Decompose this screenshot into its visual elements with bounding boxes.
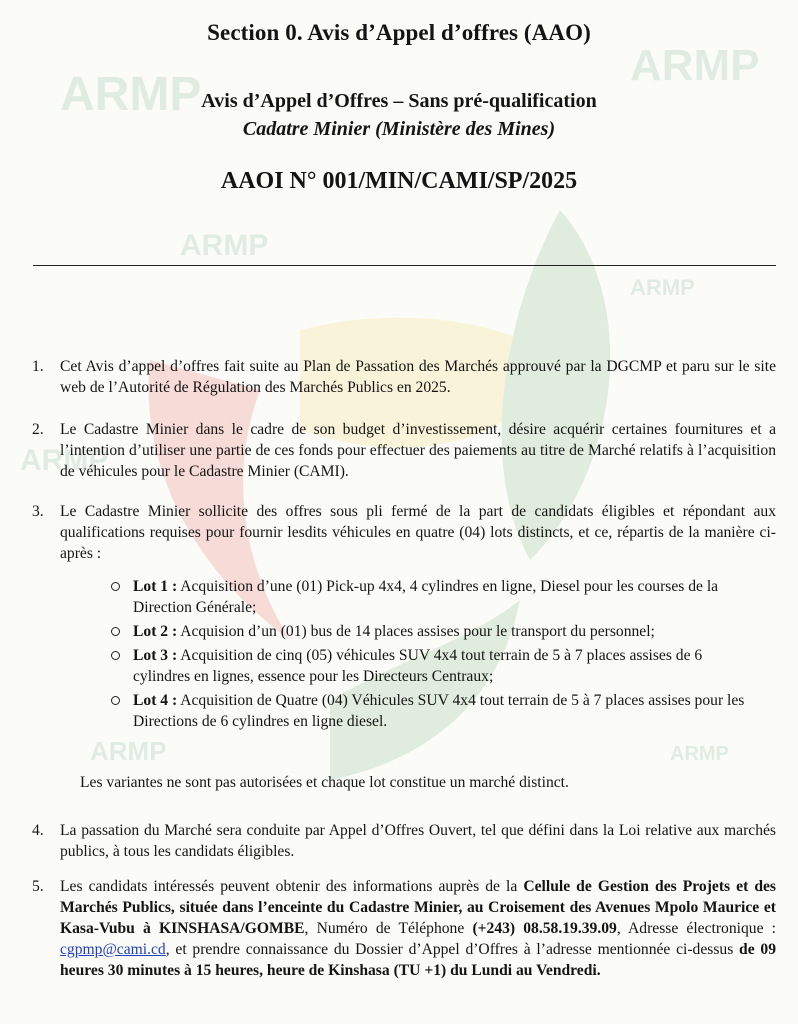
paragraph-text: Cet Avis d’appel d’offres fait suite au Plan de Passation des Marchés approuvé par la DGCMP et paru sur le site web de l’Autorité de Régulation des Marchés Publics en 2025. <box>60 358 776 396</box>
paragraph-text: La passation du Marché sera conduite par Appel d’Offres Ouvert, tel que défini dans la Loi relative aux marchés publics, à tous les candidats éligibles. <box>60 822 776 860</box>
bullet-circle-icon <box>111 696 120 705</box>
paragraph-1 <box>32 356 776 398</box>
paragraph-3 <box>32 501 776 564</box>
lot-description: Acquisition d’une (01) Pick-up 4x4, 4 cylindres en ligne, Diesel pour les courses de la Direction Générale; <box>133 578 719 616</box>
lot-label: Lot 1 : <box>133 578 178 595</box>
paragraph-number: 5. <box>32 878 44 895</box>
lot-label: Lot 3 : <box>133 647 178 664</box>
reference-number: AAOI N° 001/MIN/CAMI/SP/2025 <box>220 168 578 194</box>
list-item <box>109 690 749 732</box>
phone-number: (+243) 08.58.19.39.09 <box>472 920 617 937</box>
watermark-text-7: ARMP <box>670 743 729 765</box>
paragraph-number: 4. <box>32 822 44 839</box>
list-item <box>109 576 749 618</box>
list-item <box>109 621 749 642</box>
paragraph-5 <box>32 876 776 981</box>
paragraph-text: Le Cadastre Minier sollicite des offres sous pli fermé de la part de candidats éligibles et répondant aux qualifications requises pour fournir lesdits véhicules en quatre (04) lots distincts, et ce, répartis de la manière ci-après : <box>60 503 776 562</box>
watermark-text-6: ARMP <box>90 736 167 766</box>
lot-description: Acquisition de cinq (05) véhicules SUV 4x4 tout terrain de 5 à 7 places assises de 6 cylindres en lignes, essence pour les Directeurs Centraux; <box>133 647 703 685</box>
notice-type-heading: Avis d’Appel d’Offres – Sans pré-qualification <box>201 90 597 112</box>
watermark-text-5: ARMP <box>20 444 109 477</box>
email-label: , Adresse électronique : <box>616 920 776 937</box>
bullet-circle-icon <box>111 582 120 591</box>
paragraph-number: 2. <box>32 421 44 438</box>
lot-description: Acquisition de Quatre (04) Véhicules SUV 4x4 tout terrain de 5 à 7 places assises pour les Directions de 6 cylindres en ligne diesel. <box>133 692 745 730</box>
watermark-text-4: ARMP <box>630 275 695 300</box>
issuer-heading: Cadatre Minier (Ministère des Mines) <box>242 118 556 140</box>
paragraph-4 <box>32 820 776 862</box>
after-email-text: , et prendre connaissance du Dossier d’Appel d’Offres à l’adresse mentionnée ci-dessus <box>165 941 740 958</box>
lot-description: Acquision d’un (01) bus de 14 places assises pour le transport du personnel; <box>177 623 655 640</box>
email-link[interactable]: cgpmp@cami.cd <box>60 941 166 958</box>
variants-note: Les variantes ne sont pas autorisées et chaque lot constitue un marché distinct. <box>80 774 569 791</box>
paragraph-intro: Les candidats intéressés peuvent obtenir des informations auprès de la <box>60 878 524 895</box>
watermark-text-3: ARMP <box>180 229 269 262</box>
phone-label: , Numéro de Téléphone <box>304 920 473 937</box>
lot-label: Lot 4 : <box>133 692 178 709</box>
paragraph-number: 1. <box>32 358 44 375</box>
paragraph-text: Le Cadastre Minier dans le cadre de son budget d’investissement, désire acquérir certaines fournitures et a l’intention d’utiliser une partie de ces fonds pour effectuer des paiements au titre de Marché relatifs à l’acquisition de véhicules pour le Cadastre Minier (CAMI). <box>60 421 776 480</box>
lots-list <box>109 576 749 735</box>
office-hours: de 09 heures 30 minutes à 15 heures, heure de Kinshasa (TU +1) du Lundi au Vendredi. <box>60 941 776 979</box>
watermark-text-1: ARMP <box>60 68 202 121</box>
lot-label: Lot 2 : <box>133 623 178 640</box>
section-title: Section 0. Avis d’Appel d’offres (AAO) <box>207 20 591 45</box>
paragraph-2 <box>32 419 776 482</box>
watermark-text-2: ARMP <box>630 41 760 90</box>
header-divider <box>33 265 776 266</box>
paragraph-number: 3. <box>32 503 44 520</box>
list-item <box>109 645 749 687</box>
bullet-circle-icon <box>111 627 120 636</box>
bullet-circle-icon <box>111 651 120 660</box>
procurement-cell-address: Cellule de Gestion des Projets et des Marchés Publics, située dans l’enceinte du Cadastre Minier, au Croisement des Avenues Mpolo Maurice et Kasa-Vubu à KINSHASA/GOMBE <box>60 878 776 937</box>
